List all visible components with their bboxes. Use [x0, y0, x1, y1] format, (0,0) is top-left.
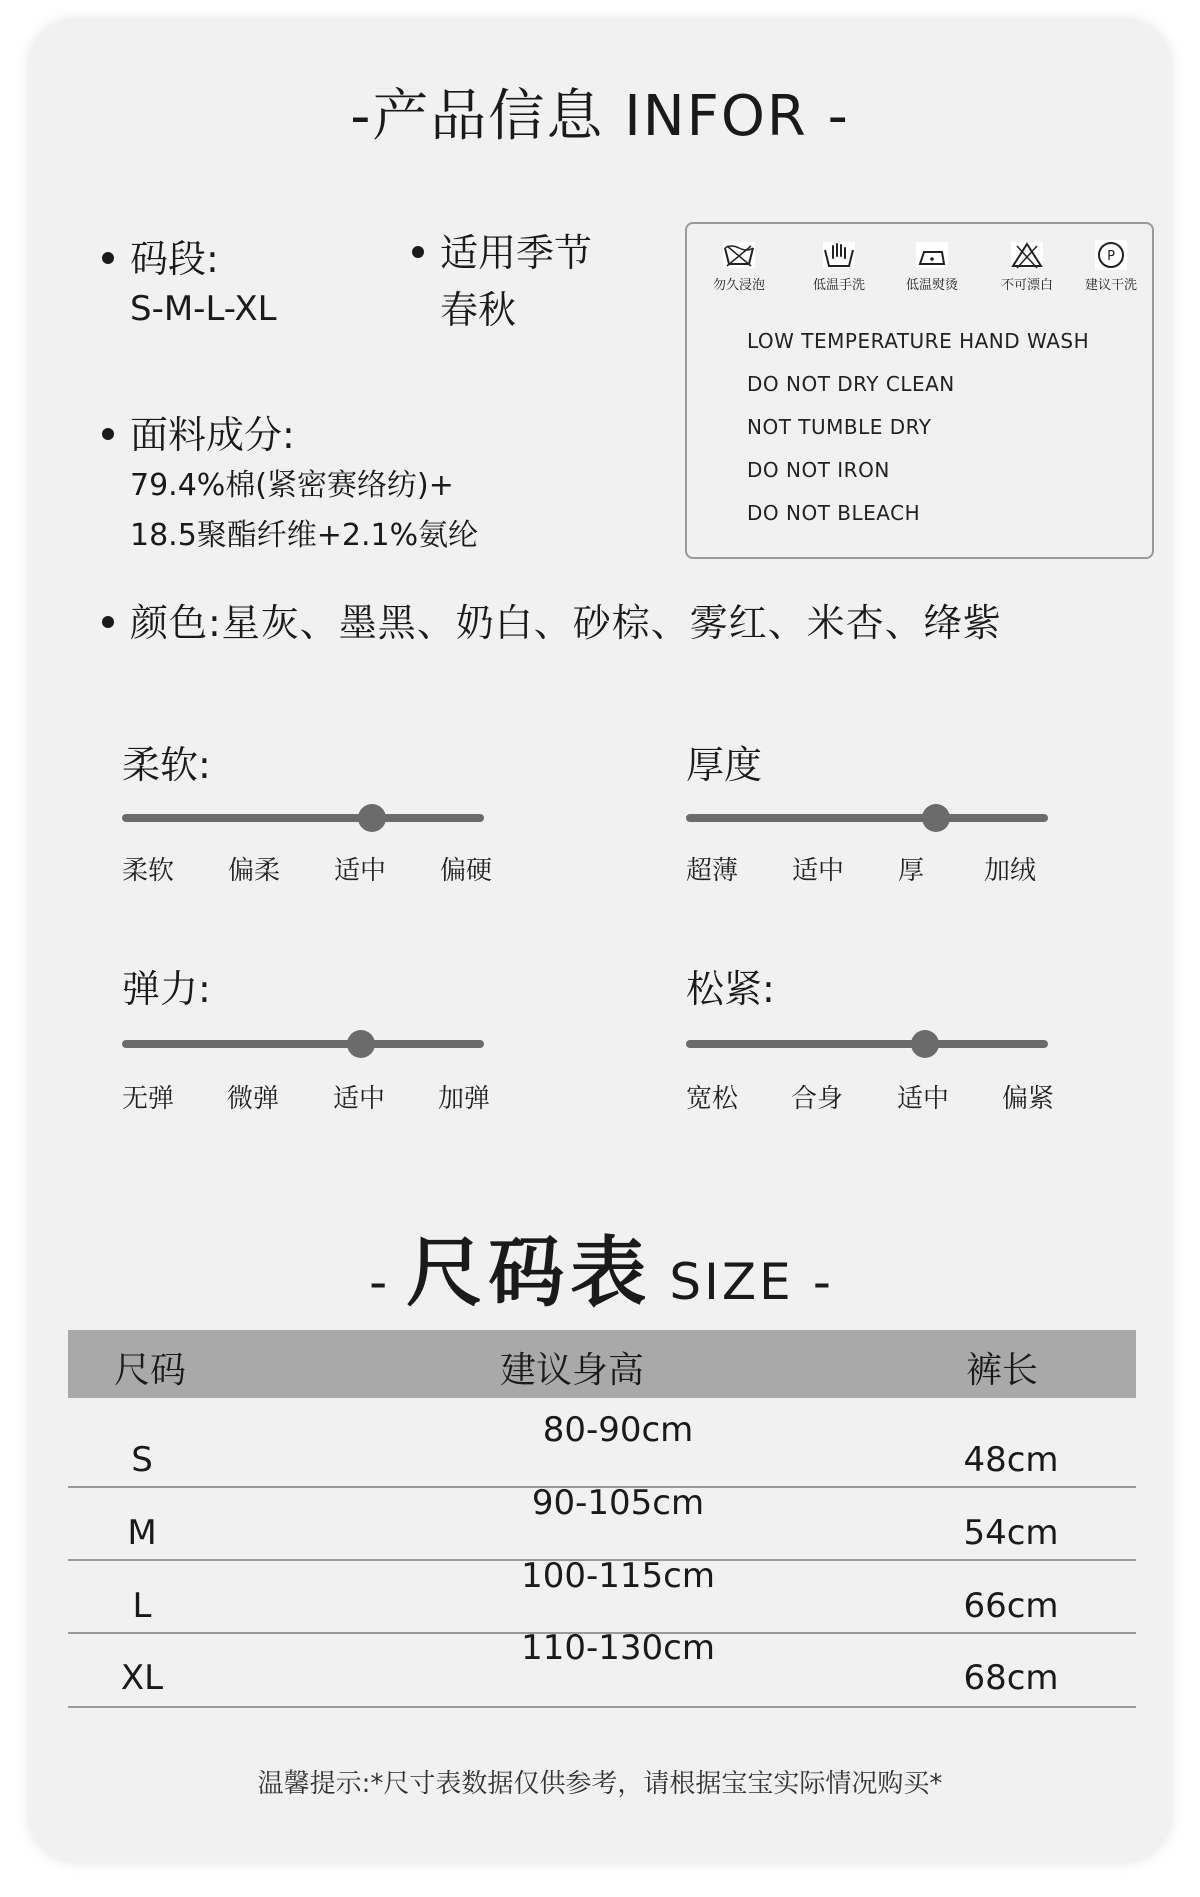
softness-tick: 柔软 [122, 856, 175, 886]
cell-length: 48cm [963, 1440, 1059, 1480]
svg-text:P: P [1107, 249, 1115, 264]
fabric-block [130, 404, 478, 561]
row-divider [68, 1706, 1136, 1708]
season-block [440, 222, 592, 334]
cell-size: XL [120, 1658, 164, 1698]
tightness-tick: 偏紧 [1002, 1084, 1055, 1114]
softness-tick: 偏柔 [228, 856, 281, 886]
softness-title: 柔软: [122, 743, 211, 787]
no-bleach-icon [987, 238, 1067, 293]
softness-track [122, 814, 484, 822]
tightness-tick: 合身 [791, 1084, 844, 1114]
size-note: 温馨提示:*尺寸表数据仅供参考，请根据宝宝实际情况购买* [257, 1769, 943, 1799]
size-range-value: S-M-L-XL [130, 289, 277, 329]
care-line-no-iron: DO NOT IRON [747, 458, 890, 482]
size-range-block [130, 228, 277, 329]
table-row [68, 1410, 1136, 1482]
thickness-tick: 适中 [792, 856, 845, 886]
fabric-label: 面料成分: [130, 413, 295, 457]
cell-height: 100-115cm [521, 1556, 715, 1596]
info-title: -产品信息 INFOR - [350, 84, 850, 149]
table-row [68, 1483, 1136, 1555]
care-instructions-box [685, 222, 1154, 559]
title-dash-right: - [812, 1253, 831, 1311]
size-table-header [68, 1330, 1136, 1398]
thickness-track [686, 814, 1048, 822]
size-chart-title [0, 1212, 1200, 1321]
title-dash-left: - [369, 1253, 388, 1311]
header-height: 建议身高 [500, 1350, 645, 1391]
elasticity-tick: 适中 [333, 1084, 386, 1114]
season-value: 春秋 [440, 288, 517, 332]
size-range-label: 码段: [130, 237, 219, 281]
hand-wash-icon [799, 238, 879, 293]
color-options: 颜色:星灰、墨黑、奶白、砂棕、雾红、米杏、绛紫 [130, 592, 1002, 647]
thickness-tick: 加绒 [984, 856, 1037, 886]
cell-length: 54cm [963, 1513, 1059, 1553]
care-line-hand-wash: LOW TEMPERATURE HAND WASH [747, 329, 1090, 353]
fabric-line-2: 18.5聚酯纤维+2.1%氨纶 [130, 518, 479, 553]
care-caption: 勿久浸泡 [712, 278, 765, 293]
care-caption: 低温手洗 [812, 278, 865, 293]
elasticity-knob [347, 1030, 375, 1058]
no-soak-icon [699, 238, 779, 293]
header-size: 尺码 [114, 1350, 187, 1391]
softness-tick: 偏硬 [440, 856, 493, 886]
care-line-no-tumble: NOT TUMBLE DRY [747, 415, 932, 439]
table-row [68, 1628, 1136, 1700]
care-caption: 不可漂白 [1000, 278, 1053, 293]
softness-tick: 适中 [334, 856, 387, 886]
dry-clean-icon [1071, 238, 1151, 293]
cell-height: 90-105cm [531, 1483, 705, 1523]
cell-length: 66cm [963, 1586, 1059, 1626]
tightness-track [686, 1040, 1048, 1048]
thickness-title: 厚度 [686, 743, 763, 787]
care-line-no-bleach: DO NOT BLEACH [747, 501, 921, 525]
cell-height: 110-130cm [521, 1628, 715, 1668]
table-row [68, 1556, 1136, 1628]
tightness-knob [911, 1030, 939, 1058]
size-chart-main-title: 尺码表 [406, 1228, 653, 1317]
tightness-title: 松紧: [686, 967, 775, 1011]
elasticity-track [122, 1040, 484, 1048]
tightness-tick: 宽松 [686, 1084, 739, 1114]
elasticity-title: 弹力: [122, 967, 211, 1011]
season-label: 适用季节 [440, 231, 593, 275]
fabric-line-1: 79.4%棉(紧密赛络纺)+ [130, 468, 454, 503]
cell-size: M [127, 1513, 157, 1553]
size-chart-sub-title: SIZE [669, 1253, 794, 1311]
elasticity-tick: 微弹 [227, 1084, 280, 1114]
cell-length: 68cm [963, 1658, 1059, 1698]
cell-height: 80-90cm [542, 1410, 694, 1450]
care-caption: 建议干洗 [1084, 278, 1137, 293]
care-line-no-dry-clean: DO NOT DRY CLEAN [747, 372, 955, 396]
cell-size: L [132, 1586, 152, 1626]
tightness-tick: 适中 [897, 1084, 950, 1114]
low-iron-icon [892, 238, 972, 293]
thickness-knob [922, 804, 950, 832]
care-caption: 低温熨烫 [905, 278, 958, 293]
thickness-tick: 厚 [898, 856, 925, 886]
elasticity-tick: 加弹 [438, 1084, 491, 1114]
thickness-tick: 超薄 [686, 856, 739, 886]
elasticity-tick: 无弹 [122, 1084, 175, 1114]
header-pants-length: 裤长 [966, 1350, 1039, 1391]
softness-knob [358, 804, 386, 832]
cell-size: S [131, 1440, 153, 1480]
